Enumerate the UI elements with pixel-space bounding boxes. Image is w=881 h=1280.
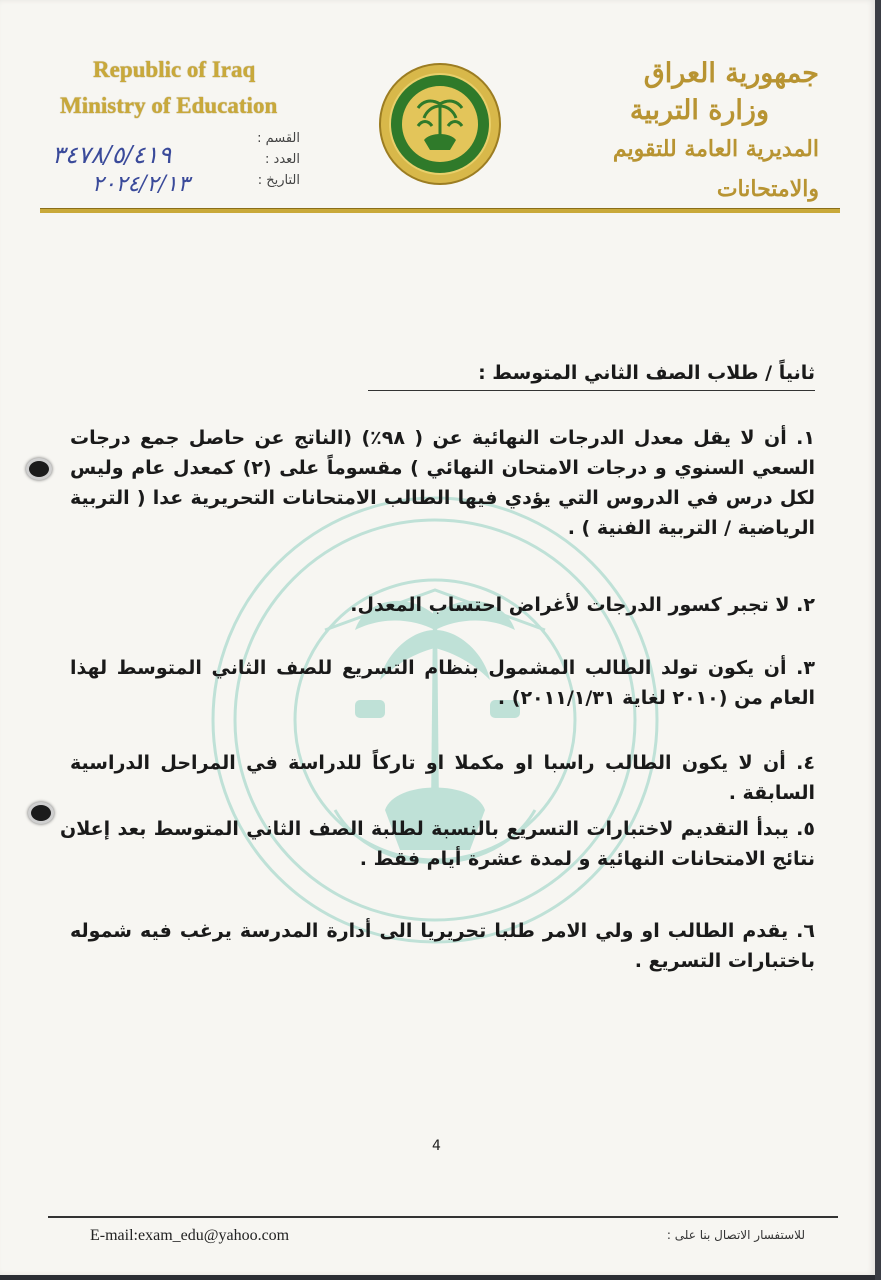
page-edge-shadow [875, 0, 881, 1280]
list-item-4: ٤. أن لا يكون الطالب راسبا او مكملا او تاركاً للدراسة في المراحل الدراسية السابقة . [70, 752, 815, 804]
list-item-6: ٦. يقدم الطالب او ولي الامر طلبا تحريريا الى أدارة المدرسة يرغب فيه شموله باختبارات التسريع . [70, 920, 815, 972]
punch-hole-icon [28, 802, 54, 824]
header-ministry: Ministry of Education [60, 93, 278, 118]
header-english [60, 52, 320, 124]
reference-values [52, 140, 252, 200]
page-number: 4 [432, 1138, 441, 1154]
footer-email: E-mail:exam_edu@yahoo.com [90, 1227, 290, 1244]
header-ar-republic: جمهورية العراق [643, 58, 819, 89]
footer-divider [48, 1216, 838, 1218]
footer-contact-label: للاستفسار الاتصال بنا على : [666, 1228, 805, 1242]
header-divider [40, 208, 840, 213]
watermark-seal-icon [205, 480, 665, 960]
label-date: التاريخ : [257, 173, 300, 188]
section-title [70, 358, 815, 388]
label-number: العدد : [265, 152, 300, 167]
header-ar-directorate: المديرية العامة للتقويم والامتحانات [612, 136, 819, 202]
list-item-5: ٥. يبدأ التقديم لاختبارات التسريع بالنسبة لطلبة الصف الثاني المتوسط بعد إعلان نتائج الامتحانات النهائية و لمدة عشرة أيام فقط . [60, 818, 815, 870]
label-section: القسم : [257, 131, 300, 146]
ministry-seal-icon [378, 62, 502, 186]
list-item-1: ١. أن لا يقل معدل الدرجات النهائية عن ( ٩٨٪) (الناتج عن حاصل جمع درجات السعي السنوي و درجات الامتحان النهائي ) مقسوماً على (٢) كمعدل عام وليس لكل درس في الدروس التي يؤدي فيها الطالب الامتحانات التحريرية عدا ( التربية الرياضية / التربية الفنية ) . [70, 427, 815, 539]
handwritten-date: ٢٠٢٤/٢/١٣ [92, 172, 190, 197]
section-title-text: ثانياً / طلاب الصف الثاني المتوسط : [368, 362, 815, 391]
reference-labels [250, 128, 300, 191]
header-republic: Republic of Iraq [93, 57, 256, 82]
list-item-2: ٢. لا تجبر كسور الدرجات لأغراض احتساب المعدل. [350, 594, 815, 616]
header-arabic [519, 55, 819, 209]
header-ar-ministry: وزارة التربية [629, 95, 769, 126]
handwritten-number: ٣٤٧٨/٥/٤١٩ [52, 141, 172, 169]
list-item-3: ٣. أن يكون تولد الطالب المشمول بنظام التسريع للصف الثاني المتوسط لهذا العام من (٢٠١٠ لغاية ٢٠١١/١/٣١) . [70, 657, 815, 709]
punch-hole-icon [26, 458, 52, 480]
